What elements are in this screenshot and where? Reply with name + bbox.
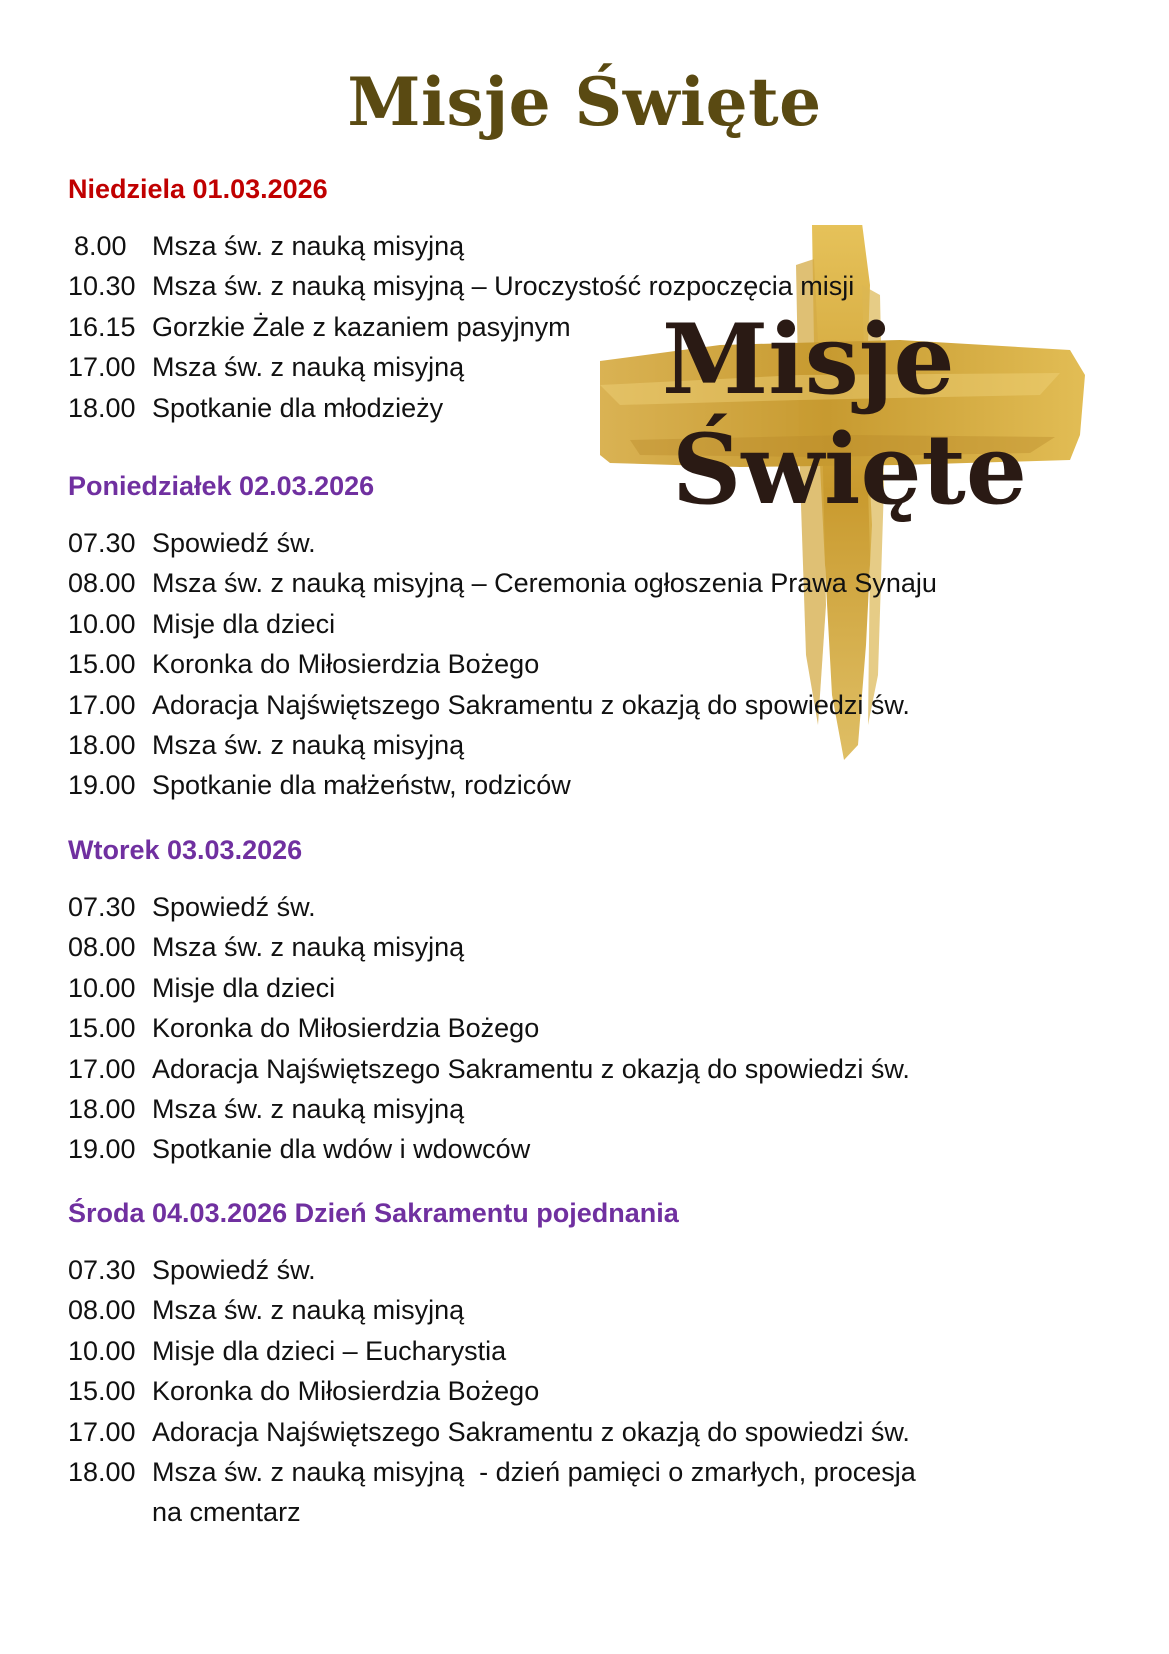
event-time: 08.00 <box>68 932 136 963</box>
event-text: Msza św. z nauką misyjną <box>152 932 465 963</box>
day-heading: Wtorek 03.03.2026 <box>68 835 303 865</box>
event-row <box>68 266 1128 306</box>
event-text: Spowiedź św. <box>152 892 316 922</box>
event-time: 18.00 <box>68 730 136 761</box>
event-text: Adoracja Najświętszego Sakramentu z okazją do spowiedzi św. <box>152 1053 910 1084</box>
event-row <box>68 307 1128 347</box>
page-title: Misje Święte <box>347 63 822 141</box>
event-row <box>68 1129 1128 1169</box>
event-time: 18.00 <box>68 1094 136 1125</box>
event-text: Spotkanie dla małżeństw, rodziców <box>152 770 571 801</box>
event-text: Spotkanie dla młodzieży <box>152 392 444 423</box>
event-row <box>68 644 1128 684</box>
event-time: 17.00 <box>68 1053 136 1084</box>
event-text: Misje dla dzieci <box>152 972 336 1003</box>
event-time: 07.30 <box>68 892 136 922</box>
logo-line2: Święte <box>672 413 1027 526</box>
day-heading: Środa 04.03.2026 Dzień Sakramentu pojednania <box>68 1198 679 1228</box>
event-text: Spotkanie dla wdów i wdowców <box>152 1134 531 1165</box>
event-time: 08.00 <box>68 568 136 599</box>
event-row <box>68 1089 1128 1129</box>
event-text: Misje dla dzieci <box>152 608 336 639</box>
event-row-continuation: na cmentarz <box>152 1497 301 1528</box>
event-row <box>68 388 1128 428</box>
event-time: 07.30 <box>68 528 136 558</box>
event-row <box>68 968 1128 1008</box>
event-time: 16.15 <box>68 311 136 342</box>
event-time: 10.00 <box>68 1335 136 1366</box>
logo-line1: Misje <box>662 303 955 416</box>
day-section-monday <box>68 468 1128 806</box>
event-row <box>68 1290 1128 1330</box>
day-section-tuesday <box>68 832 1128 1170</box>
event-text: Msza św. z nauką misyjną - dzień pamięci o zmarłych, procesja <box>152 1457 916 1488</box>
event-row <box>68 1049 1128 1089</box>
event-time: 15.00 <box>68 1376 136 1407</box>
event-text: Koronka do Miłosierdzia Bożego <box>152 1376 540 1407</box>
event-row <box>68 887 1128 927</box>
event-row <box>68 927 1128 967</box>
event-text: Gorzkie Żale z kazaniem pasyjnym <box>152 311 571 342</box>
event-time: 8.00 <box>74 231 127 261</box>
event-time: 07.30 <box>68 1255 136 1285</box>
event-text: Koronka do Miłosierdzia Bożego <box>152 649 540 680</box>
event-text: Msza św. z nauką misyjną <box>152 231 465 261</box>
event-time: 19.00 <box>68 770 136 801</box>
event-text: Adoracja Najświętszego Sakramentu z okazją do spowiedzi św. <box>152 1416 910 1447</box>
event-text: Misje dla dzieci – Eucharystia <box>152 1335 507 1366</box>
event-text: Msza św. z nauką misyjną <box>152 1094 465 1125</box>
event-row <box>68 1008 1128 1048</box>
event-time: 10.00 <box>68 972 136 1003</box>
day-section-sunday <box>68 171 1128 428</box>
event-row <box>68 1412 1128 1452</box>
event-time: 08.00 <box>68 1295 136 1326</box>
event-time: 17.00 <box>68 352 136 383</box>
day-heading: Poniedziałek 02.03.2026 <box>68 471 375 501</box>
event-text: Adoracja Najświętszego Sakramentu z okazją do spowiedzi św. <box>152 689 910 720</box>
event-time: 15.00 <box>68 1013 136 1044</box>
event-time: 10.30 <box>68 271 136 302</box>
event-text: Msza św. z nauką misyjną <box>152 730 465 761</box>
event-row <box>68 725 1128 765</box>
event-text: Msza św. z nauką misyjną <box>152 1295 465 1326</box>
event-text: Koronka do Miłosierdzia Bożego <box>152 1013 540 1044</box>
event-text: Spowiedź św. <box>152 528 316 558</box>
event-row <box>68 765 1128 805</box>
event-row <box>68 1250 1128 1290</box>
event-time: 17.00 <box>68 1416 136 1447</box>
event-text: Spowiedź św. <box>152 1255 316 1285</box>
event-time: 18.00 <box>68 1457 136 1488</box>
event-row <box>68 347 1128 387</box>
event-text: Msza św. z nauką misyjną – Ceremonia ogłoszenia Prawa Synaju <box>152 568 937 599</box>
event-row <box>68 685 1128 725</box>
event-text: Msza św. z nauką misyjną <box>152 352 465 383</box>
day-heading: Niedziela 01.03.2026 <box>68 174 328 204</box>
event-row <box>68 523 1128 563</box>
event-row <box>68 1452 1128 1492</box>
event-time: 17.00 <box>68 689 136 720</box>
event-time: 10.00 <box>68 608 136 639</box>
event-time: 19.00 <box>68 1134 136 1165</box>
event-row <box>68 1371 1128 1411</box>
day-section-wednesday <box>68 1195 1128 1533</box>
event-row <box>68 226 1128 266</box>
event-time: 15.00 <box>68 649 136 680</box>
event-time: 18.00 <box>68 392 136 423</box>
event-row <box>68 1331 1128 1371</box>
event-row <box>68 563 1128 603</box>
event-text: Msza św. z nauką misyjną – Uroczystość rozpoczęcia misji <box>152 271 855 302</box>
event-row <box>68 604 1128 644</box>
